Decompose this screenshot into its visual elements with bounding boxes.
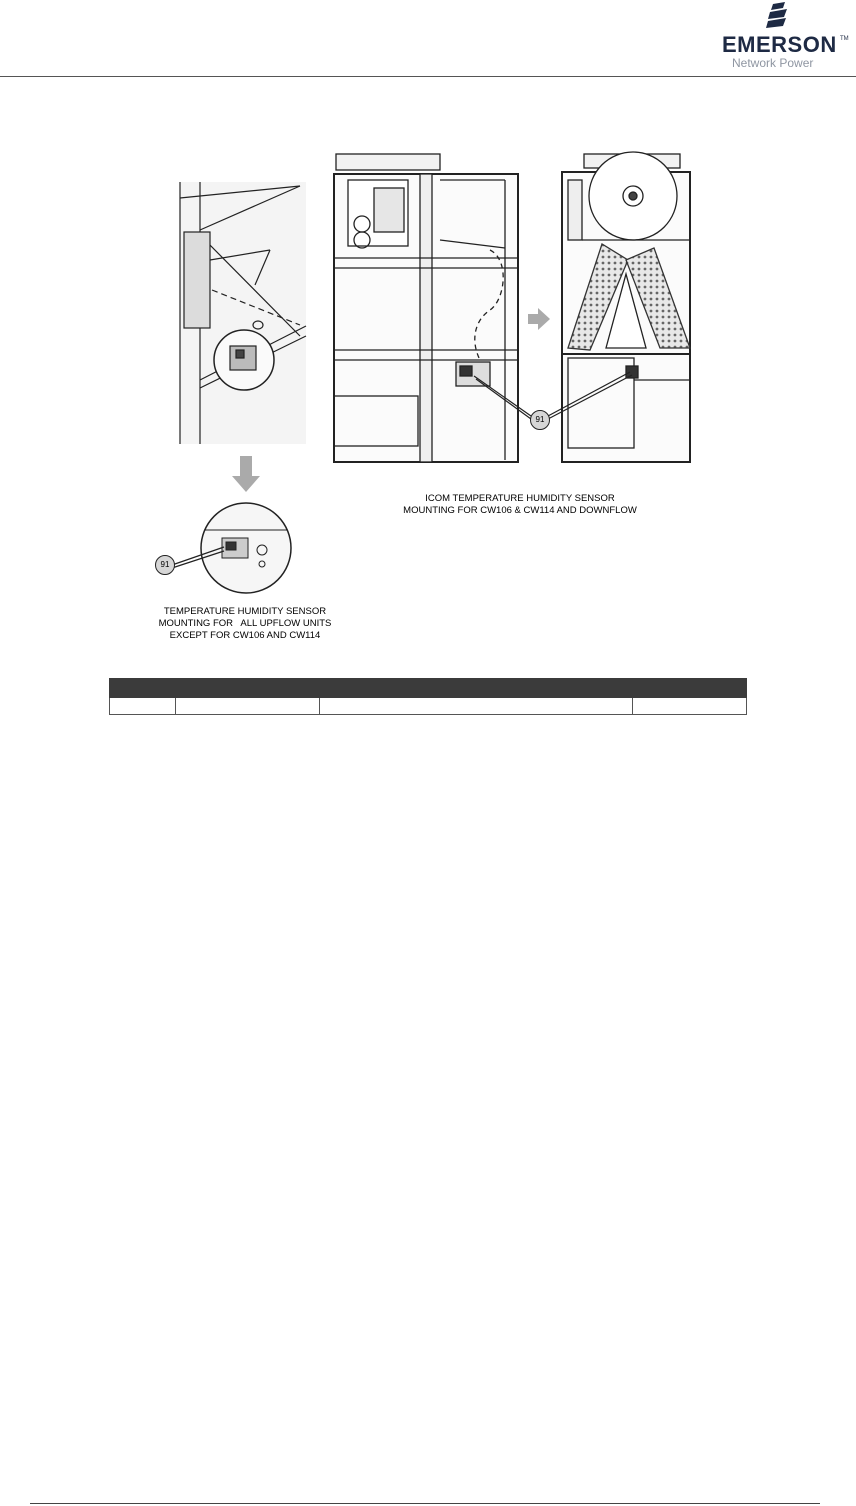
caption-icom-sensor bbox=[370, 493, 670, 517]
upflow-unit-view bbox=[180, 182, 306, 444]
table-cell bbox=[176, 698, 320, 715]
caption-upflow-sensor bbox=[130, 606, 360, 642]
cw106-unit-view bbox=[334, 154, 518, 462]
table-cell bbox=[110, 698, 176, 715]
caption-line: MOUNTING FOR ALL UPFLOW UNITS bbox=[158, 618, 332, 629]
brand-name: EMERSON bbox=[722, 32, 837, 57]
sensor-mounting-drawing bbox=[0, 140, 856, 610]
sensor-detail-circle bbox=[172, 503, 291, 593]
table-row bbox=[110, 698, 747, 715]
caption-line: MOUNTING FOR CW106 & CW114 AND DOWNFLOW bbox=[403, 505, 637, 516]
table-header-cell bbox=[176, 679, 320, 698]
table-cell bbox=[320, 698, 633, 715]
table-header-row bbox=[110, 679, 747, 698]
footer-rule bbox=[30, 1503, 820, 1504]
trademark-mark: TM bbox=[840, 36, 849, 42]
brand-tagline: Network Power bbox=[732, 56, 814, 70]
right-arrow-icon bbox=[528, 308, 550, 330]
parts-table bbox=[109, 678, 747, 715]
table-cell bbox=[633, 698, 747, 715]
table-header-cell bbox=[320, 679, 633, 698]
downflow-unit-view bbox=[562, 152, 690, 462]
down-arrow-icon bbox=[232, 456, 260, 492]
table-header-cell bbox=[110, 679, 176, 698]
caption-line: TEMPERATURE HUMIDITY SENSOR bbox=[163, 606, 327, 617]
caption-line: EXCEPT FOR CW106 AND CW114 bbox=[169, 630, 321, 641]
callout-91-left: 91 bbox=[155, 555, 175, 575]
header-rule bbox=[0, 76, 856, 77]
caption-line: ICOM TEMPERATURE HUMIDITY SENSOR bbox=[425, 493, 615, 504]
table-header-cell bbox=[633, 679, 747, 698]
callout-91-right: 91 bbox=[530, 410, 550, 430]
